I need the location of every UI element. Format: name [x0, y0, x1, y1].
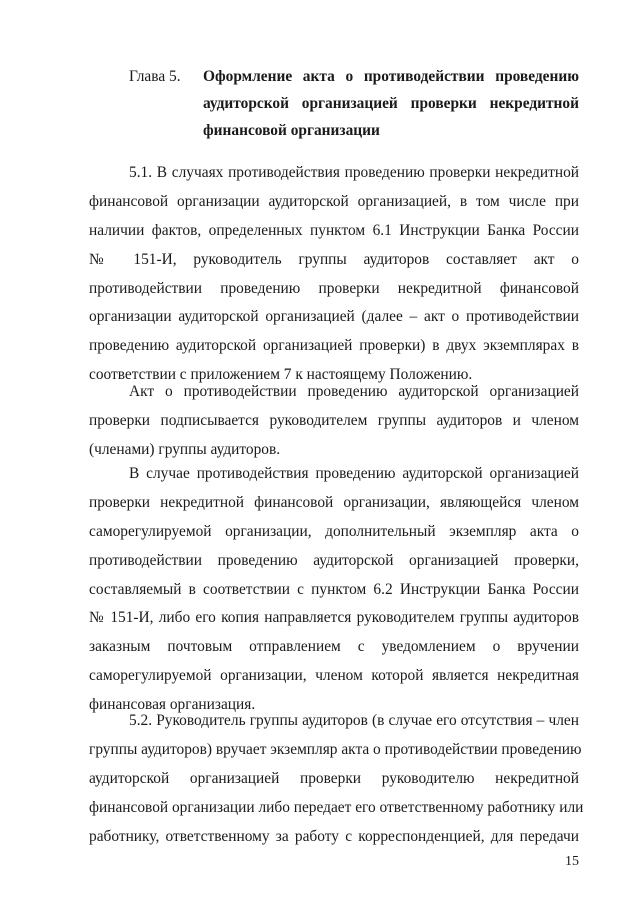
paragraph-5-1	[89, 159, 579, 390]
text-line: составляемый в соответствии с пунктом 6.2 Инструкции Банка России	[89, 580, 579, 598]
text-line: 5.2. Руководитель группы аудиторов (в случае его отсутствия – член	[129, 712, 579, 729]
text-line: саморегулируемой организации, членом которой является некредитная	[89, 667, 579, 685]
text-line: противодействии проведению аудиторской организацией проверки,	[89, 551, 579, 569]
text-line: В случае противодействия проведению аудиторской организацией	[129, 465, 579, 482]
paragraph-act-signing	[89, 378, 579, 465]
text-line: Акт о противодействии проведению аудиторской организацией	[129, 383, 579, 400]
chapter-title-line: финансовой организации	[203, 122, 380, 139]
chapter-heading	[129, 63, 579, 144]
text-line: проверки подписывается руководителем группы аудиторов и членом	[89, 411, 579, 429]
text-line: финансовая организация.	[89, 696, 256, 714]
page-number: 15	[565, 854, 579, 869]
text-line: группы аудиторов) вручает экземпляр акта о противодействии проведению	[89, 740, 582, 758]
text-line: № 151-И, либо его копия направляется руководителем группы аудиторов	[89, 609, 579, 627]
text-line: финансовой организации аудиторской организацией, в том числе при	[89, 192, 579, 210]
text-line: 5.1. В случаях противодействия проведению проверки некредитной	[129, 164, 579, 181]
text-line: работнику, ответственному за работу с корреспонденцией, для передачи	[89, 827, 579, 845]
text-line: заказным почтовым отправлением с уведомлением о вручении	[89, 638, 579, 656]
paragraph-sro-copy	[89, 460, 579, 720]
text-line: противодействии проведению проверки некредитной финансовой	[89, 279, 579, 297]
chapter-label: Глава 5.	[129, 68, 181, 85]
text-line: организации аудиторской организацией (далее – акт о противодействии	[89, 308, 579, 326]
text-line: № 151-И, руководитель группы аудиторов составляет акт о	[89, 250, 579, 268]
text-line: проведению аудиторской организацией проверки) в двух экземплярах в	[89, 337, 579, 355]
chapter-title-line: аудиторской организацией проверки некредитной	[203, 95, 579, 112]
text-line: саморегулируемой организации, дополнительный экземпляр акта о	[89, 522, 579, 540]
text-line: соответствии с приложением 7 к настоящему Положению.	[89, 366, 473, 384]
paragraph-5-2	[89, 707, 584, 851]
text-line: наличии фактов, определенных пунктом 6.1 Инструкции Банка России	[89, 221, 579, 239]
text-line: аудиторской организацией проверки руководителю некредитной	[89, 769, 579, 787]
text-line: проверки некредитной финансовой организации, являющейся членом	[89, 493, 579, 511]
text-line: (членами) группы аудиторов.	[89, 440, 281, 458]
text-line: финансовой организации либо передает его ответственному работнику или	[89, 798, 584, 816]
chapter-title-line: Оформление акта о противодействии проведению	[203, 68, 579, 85]
